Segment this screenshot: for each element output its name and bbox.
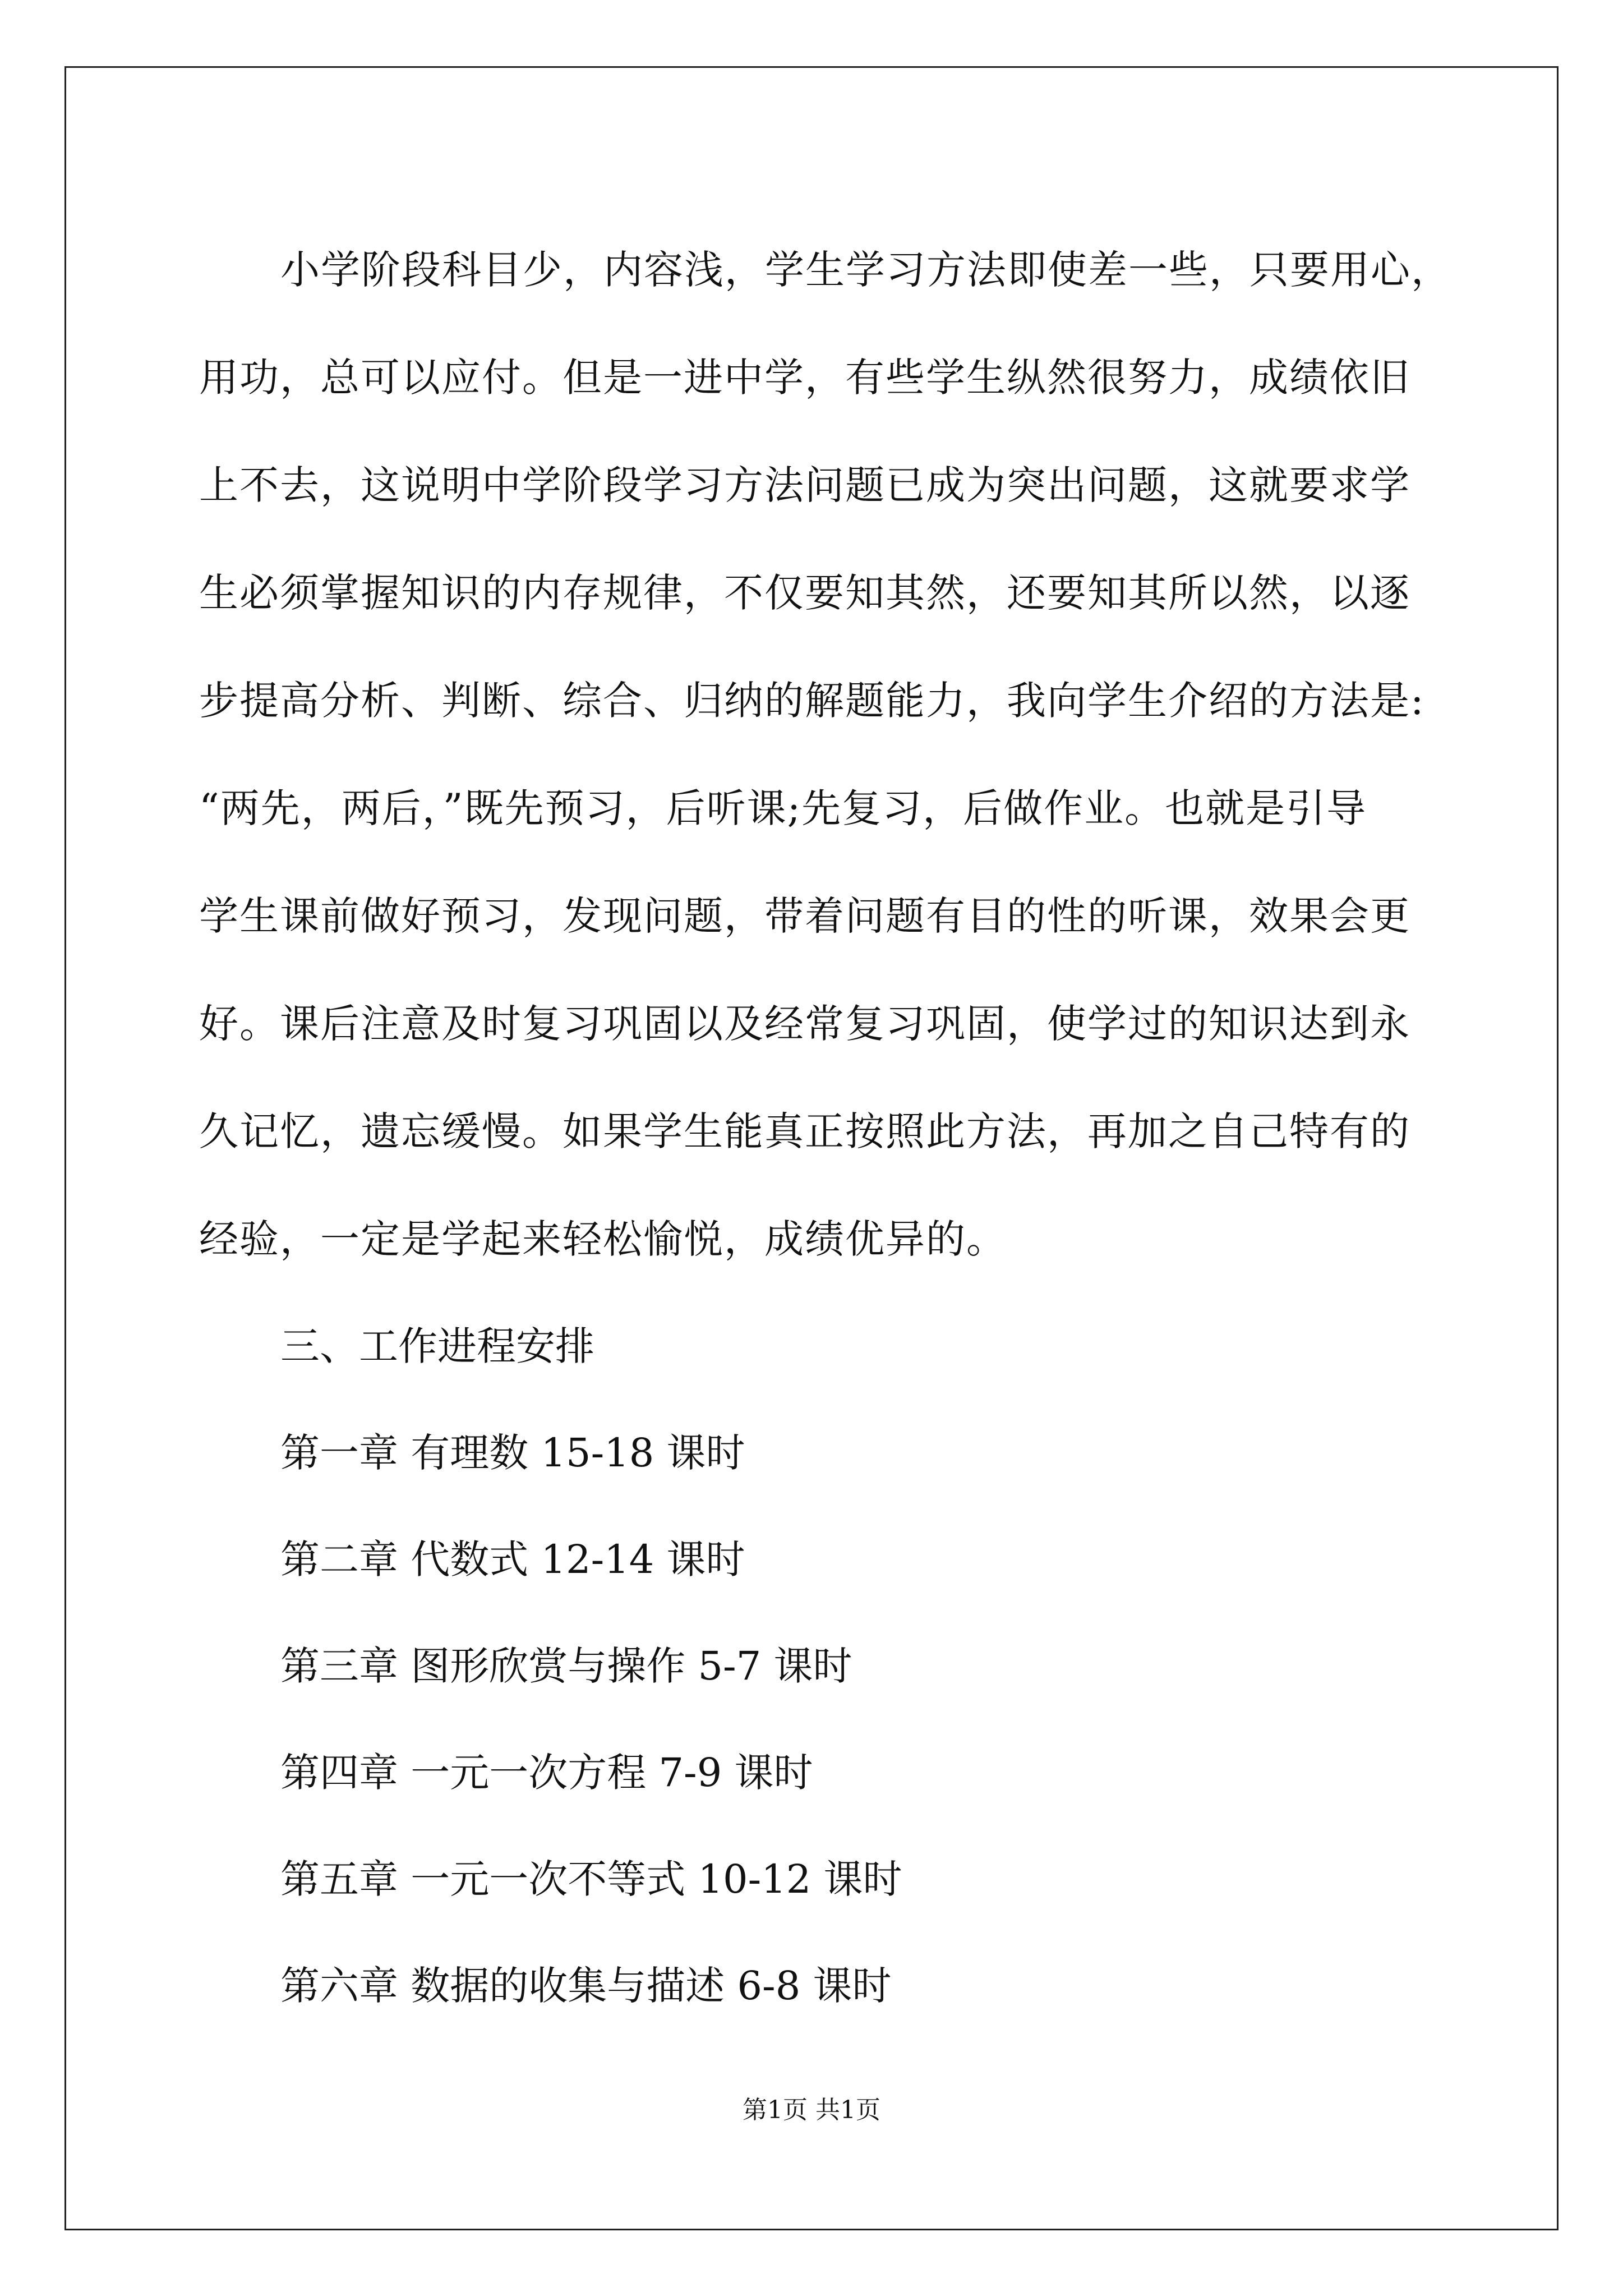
body-paragraph — [199, 216, 1451, 1293]
chapter-item: 第四章 一元一次方程 7-9 课时 — [280, 1750, 813, 1796]
paragraph-line: 用功，总可以应付。但是一进中学，有些学生纵然很努力，成绩依旧 — [199, 355, 1410, 401]
chapter-list — [199, 1400, 1433, 2039]
paragraph-line: 生必须掌握知识的内存规律，不仅要知其然，还要知其所以然，以逐 — [199, 570, 1410, 616]
paragraph-line: “两先，两后，”既先预习，后听课;先复习，后做作业。也就是引导 — [199, 785, 1367, 831]
section-title: 三、工作进程安排 — [280, 1323, 594, 1369]
paragraph-line: 小学阶段科目少，内容浅，学生学习方法即使差一些，只要用心， — [280, 247, 1451, 293]
chapter-item: 第六章 数据的收集与描述 6-8 课时 — [280, 1963, 892, 2009]
paragraph-line: 好。课后注意及时复习巩固以及经常复习巩固，使学过的知识达到永 — [199, 1001, 1410, 1047]
paragraph-line: 久记忆，遗忘缓慢。如果学生能真正按照此方法，再加之自己特有的 — [199, 1108, 1410, 1154]
chapter-item: 第三章 图形欣赏与操作 5-7 课时 — [280, 1643, 852, 1689]
paragraph-line: 步提高分析、判断、综合、归纳的解题能力，我向学生介绍的方法是: — [199, 678, 1425, 724]
document-body — [199, 216, 1451, 2039]
chapter-item: 第五章 一元一次不等式 10-12 课时 — [280, 1856, 902, 1902]
paragraph-line: 经验，一定是学起来轻松愉悦，成绩优异的。 — [199, 1216, 1007, 1262]
chapter-item: 第二章 代数式 12-14 课时 — [280, 1536, 745, 1582]
chapter-item: 第一章 有理数 15-18 课时 — [280, 1430, 745, 1476]
paragraph-line: 学生课前做好预习，发现问题，带着问题有目的性的听课，效果会更 — [199, 893, 1410, 939]
page-footer: 第1页 共1页 — [743, 2096, 880, 2124]
paragraph-line: 上不去，这说明中学阶段学习方法问题已成为突出问题，这就要求学 — [199, 462, 1410, 508]
